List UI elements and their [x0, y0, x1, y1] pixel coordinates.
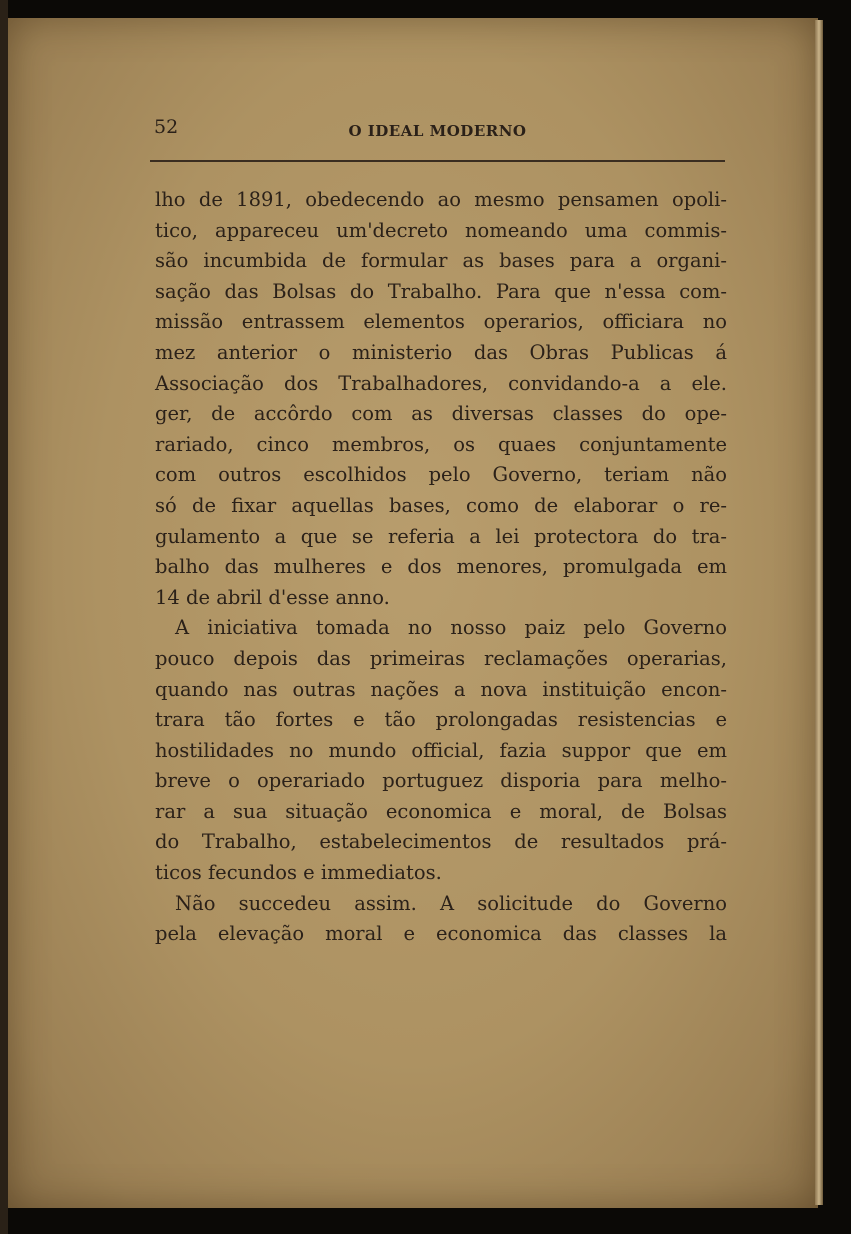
- text-line: com outros escolhidos pelo Governo, teriam não: [155, 463, 727, 487]
- text-line: rar a sua situação economica e moral, de Bolsas: [155, 799, 727, 823]
- text-line: rariado, cinco membros, os quaes conjuntamente: [155, 432, 727, 456]
- text-line: lho de 1891, obedecendo ao mesmo pensamen opoli-: [155, 188, 727, 211]
- text-line: são incumbida de formular as bases para a organi-: [155, 249, 727, 273]
- text-line: Não succedeu assim. A solicitude do Governo: [175, 891, 727, 915]
- page-fore-edge: [815, 20, 823, 1205]
- running-title: O IDEAL MODERNO: [348, 122, 527, 140]
- text-line: quando nas outras nações a nova instituição encon-: [155, 677, 727, 701]
- text-line: do Trabalho, estabelecimentos de resultados prá-: [155, 830, 727, 854]
- scan-left-edge: [0, 0, 8, 1234]
- page-number: 52: [154, 116, 179, 138]
- text-line: ticos fecundos e immediatos.: [155, 861, 442, 885]
- text-line: mez anterior o ministerio das Obras Publicas á: [155, 340, 727, 364]
- text-line: missão entrassem elementos operarios, officiara no: [155, 310, 727, 334]
- text-line: trara tão fortes e tão prolongadas resistencias e: [155, 708, 727, 732]
- text-line: gulamento a que se referia a lei protectora do tra-: [155, 524, 727, 548]
- text-line: breve o operariado portuguez disporia para melho-: [155, 769, 727, 793]
- text-line: 14 de abril d'esse anno.: [155, 585, 390, 609]
- header-rule: [150, 160, 725, 162]
- text-line: sação das Bolsas do Trabalho. Para que n'essa com-: [155, 279, 727, 303]
- body-text: [155, 185, 727, 950]
- text-line: ger, de accôrdo com as diversas classes do ope-: [155, 402, 727, 426]
- text-line: balho das mulheres e dos menores, promulgada em: [155, 555, 727, 579]
- text-line: A iniciativa tomada no nosso paiz pelo Governo: [175, 616, 727, 640]
- text-line: hostilidades no mundo official, fazia suppor que em: [155, 738, 727, 762]
- text-line: só de fixar aquellas bases, como de elaborar o re-: [155, 493, 727, 517]
- text-line: tico, appareceu um'decreto nomeando uma commis-: [155, 218, 727, 242]
- text-line: Associação dos Trabalhadores, convidando-a a ele.: [155, 371, 727, 395]
- page-header: [150, 114, 725, 144]
- text-line: pela elevação moral e economica das classes la: [155, 922, 727, 946]
- text-line: pouco depois das primeiras reclamações operarias,: [155, 646, 727, 670]
